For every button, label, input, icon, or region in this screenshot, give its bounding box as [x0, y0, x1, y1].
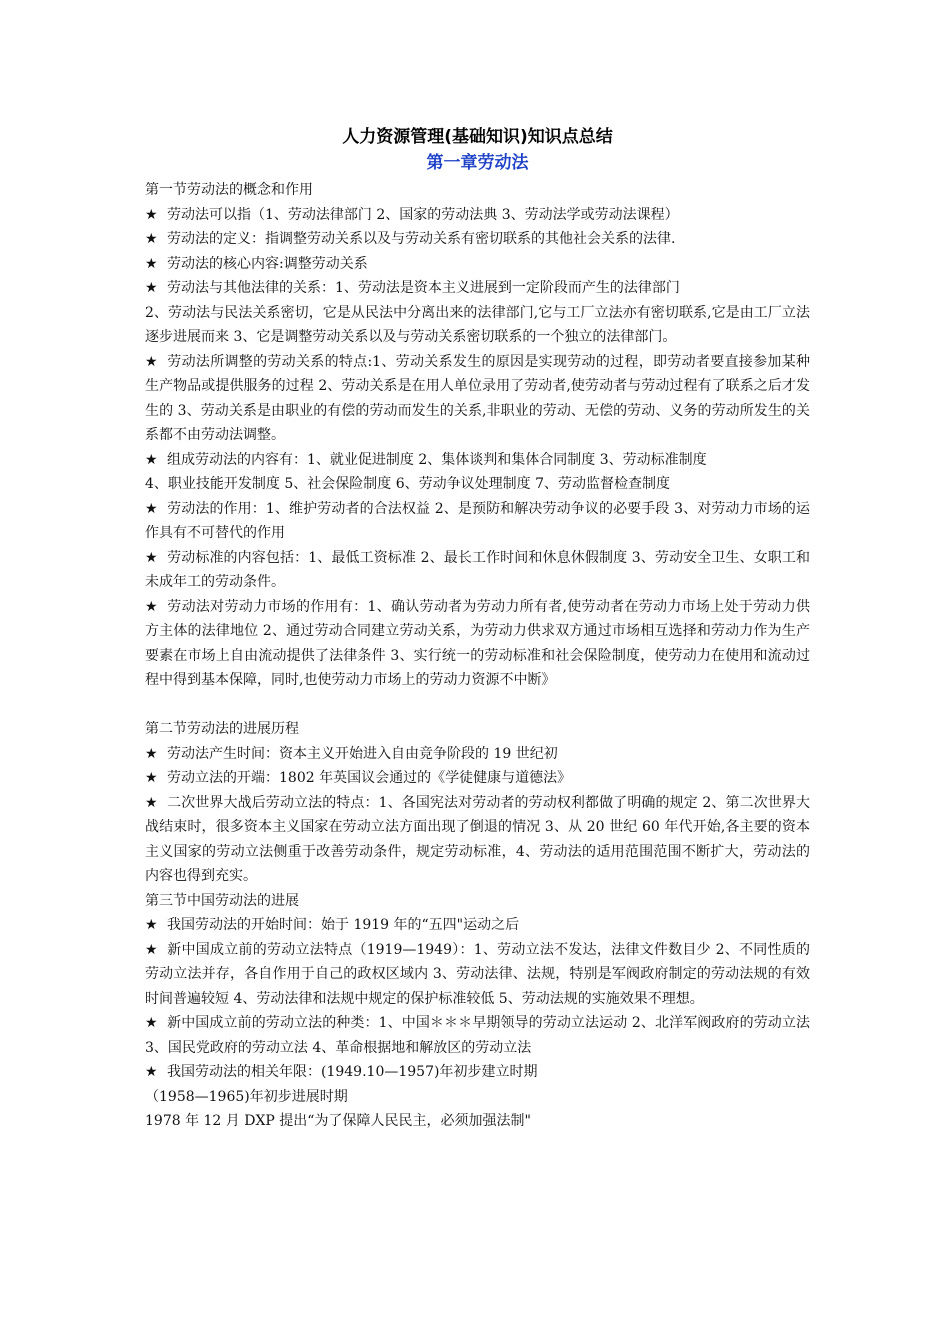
- paragraph-text: 劳动法的核心内容:调整劳动关系: [167, 255, 368, 272]
- star-bullet-icon: ★: [145, 231, 158, 247]
- paragraph-text: 我国劳动法的相关年限：(1949.10—1957)年初步建立时期: [167, 1064, 538, 1080]
- paragraph: [145, 276, 810, 301]
- paragraph-text: 新中国成立前的劳动立法特点（1919—1949）：1、劳动立法不发达，法律文件数目少 2、不同性质的劳动立法并存，各自作用于自己的政权区域内 3、劳动法律、法规，特别是军阀政府制定的劳动法规的有效时间普遍较短 4、劳动法律和法规中规定的保护标准较低 5、劳动法规的实施效果不理想。: [145, 941, 810, 1007]
- paragraph: [145, 1085, 810, 1110]
- paragraph: [145, 497, 810, 546]
- star-bullet-icon: ★: [145, 500, 158, 517]
- paragraph-text: 劳动法的定义：指调整劳动关系以及与劳动关系有密切联系的其他社会关系的法律.: [167, 231, 676, 247]
- paragraph-text: 劳动法的作用：1、维护劳动者的合法权益 2、是预防和解决劳动争议的必要手段 3、对劳动力市场的运作具有不可替代的作用: [145, 500, 810, 541]
- document-page: [145, 124, 810, 1134]
- star-bullet-icon: ★: [145, 770, 158, 786]
- star-bullet-icon: ★: [145, 206, 158, 223]
- paragraph: [145, 1060, 810, 1085]
- document-title: 人力资源管理(基础知识)知识点总结: [342, 127, 613, 147]
- paragraph-text: 劳动法对劳动力市场的作用有：1、确认劳动者为劳动力所有者,使劳动者在劳动力市场上处于劳动力供方主体的法律地位 2、通过劳动合同建立劳动关系，为劳动力供求双方通过市场相互选择和劳动力作为生产要素在市场上自由流动提供了法律条件 3、实行统一的劳动标准和社会保险制度，使劳动力在使用和流动过程中得到基本保障，同时,也使劳动力市场上的劳动力资源不中断》: [145, 598, 810, 688]
- paragraph-text: 劳动法产生时间：资本主义开始进入自由竞争阶段的 19 世纪初: [167, 745, 558, 762]
- paragraph-text: 1978 年 12 月 DXP 提出“为了保障人民民主，必须加强法制": [145, 1113, 531, 1129]
- paragraph-text: （1958—1965)年初步进展时期: [145, 1088, 348, 1105]
- star-bullet-icon: ★: [145, 280, 158, 296]
- paragraph: [145, 203, 810, 228]
- star-bullet-icon: ★: [145, 941, 158, 958]
- paragraph: [145, 350, 810, 448]
- paragraph: [145, 938, 810, 1012]
- star-bullet-icon: ★: [145, 255, 158, 272]
- star-bullet-icon: ★: [145, 1015, 158, 1031]
- paragraph-text: 2、劳动法与民法关系密切，它是从民法中分离出来的法律部门,它与工厂立法亦有密切联系,它是由工厂立法逐步进展而来 3、它是调整劳动关系以及与劳动关系密切联系的一个独立的法律部门。: [145, 304, 810, 345]
- paragraph: [145, 227, 810, 252]
- paragraph: [145, 448, 810, 473]
- paragraph: [145, 766, 810, 791]
- paragraph: [145, 1011, 810, 1060]
- star-bullet-icon: ★: [145, 794, 158, 811]
- paragraph: [145, 913, 810, 938]
- star-bullet-icon: ★: [145, 745, 158, 762]
- star-bullet-icon: ★: [145, 917, 158, 933]
- paragraph: [145, 472, 810, 497]
- paragraph-text: 组成劳动法的内容有：1、就业促进制度 2、集体谈判和集体合同制度 3、劳动标准制度: [167, 451, 707, 468]
- paragraph: [145, 301, 810, 350]
- blank-line: [145, 693, 810, 718]
- paragraph-text: 我国劳动法的开始时间：始于 1919 年的“五四"运动之后: [167, 917, 520, 933]
- paragraph-text: 二次世界大战后劳动立法的特点：1、各国宪法对劳动者的劳动权利都做了明确的规定 2、第二次世界大战结束时，很多资本主义国家在劳动立法方面出现了倒退的情况 3、从 20 世纪 60 年代开始,各主要的资本主义国家的劳动立法侧重于改善劳动条件，规定劳动标准，4、劳动法的适用范围范围不断扩大，劳动法的内容也得到充实。: [145, 794, 810, 884]
- paragraph: [145, 546, 810, 595]
- paragraph-text: 劳动法与其他法律的关系：1、劳动法是资本主义进展到一定阶段而产生的法律部门: [167, 280, 680, 296]
- document-body: [145, 178, 810, 1134]
- section-heading: 第一节劳动法的概念和作用: [145, 182, 313, 198]
- paragraph: [145, 791, 810, 889]
- paragraph-text: 劳动法可以指（1、劳动法律部门 2、国家的劳动法典 3、劳动法学或劳动法课程）: [167, 206, 679, 223]
- section-heading: 第二节劳动法的进展历程: [145, 721, 299, 737]
- chapter-title: 第一章劳动法: [426, 153, 529, 173]
- section-heading: 第三节中国劳动法的进展: [145, 892, 299, 909]
- paragraph: [145, 595, 810, 693]
- paragraph-text: 劳动法所调整的劳动关系的特点:1、劳动关系发生的原因是实现劳动的过程，即劳动者要直接参加某种生产物品或提供服务的过程 2、劳动关系是在用人单位录用了劳动者,使劳动者与劳动过程有了联系之后才发生的 3、劳动关系是由职业的有偿的劳动而发生的关系,非职业的劳动、无偿的劳动、义务的劳动所发生的关系都不由劳动法调整。: [145, 353, 810, 443]
- paragraph-text: 4、职业技能开发制度 5、社会保险制度 6、劳动争议处理制度 7、劳动监督检查制度: [145, 476, 670, 492]
- star-bullet-icon: ★: [145, 549, 158, 566]
- star-bullet-icon: ★: [145, 598, 158, 615]
- paragraph: [145, 742, 810, 767]
- paragraph-text: 劳动立法的开端：1802 年英国议会通过的《学徒健康与道德法》: [167, 770, 572, 786]
- star-bullet-icon: ★: [145, 1064, 158, 1080]
- paragraph-text: 新中国成立前的劳动立法的种类：1、中国＊＊＊早期领导的劳动立法运动 2、北洋军阀政府的劳动立法 3、国民党政府的劳动立法 4、革命根据地和解放区的劳动立法: [145, 1015, 810, 1056]
- paragraph-text: 劳动标准的内容包括：1、最低工资标准 2、最长工作时间和休息休假制度 3、劳动安全卫生、女职工和未成年工的劳动条件。: [145, 549, 810, 590]
- paragraph: [145, 1109, 810, 1134]
- star-bullet-icon: ★: [145, 353, 158, 370]
- paragraph: [145, 252, 810, 277]
- star-bullet-icon: ★: [145, 451, 158, 468]
